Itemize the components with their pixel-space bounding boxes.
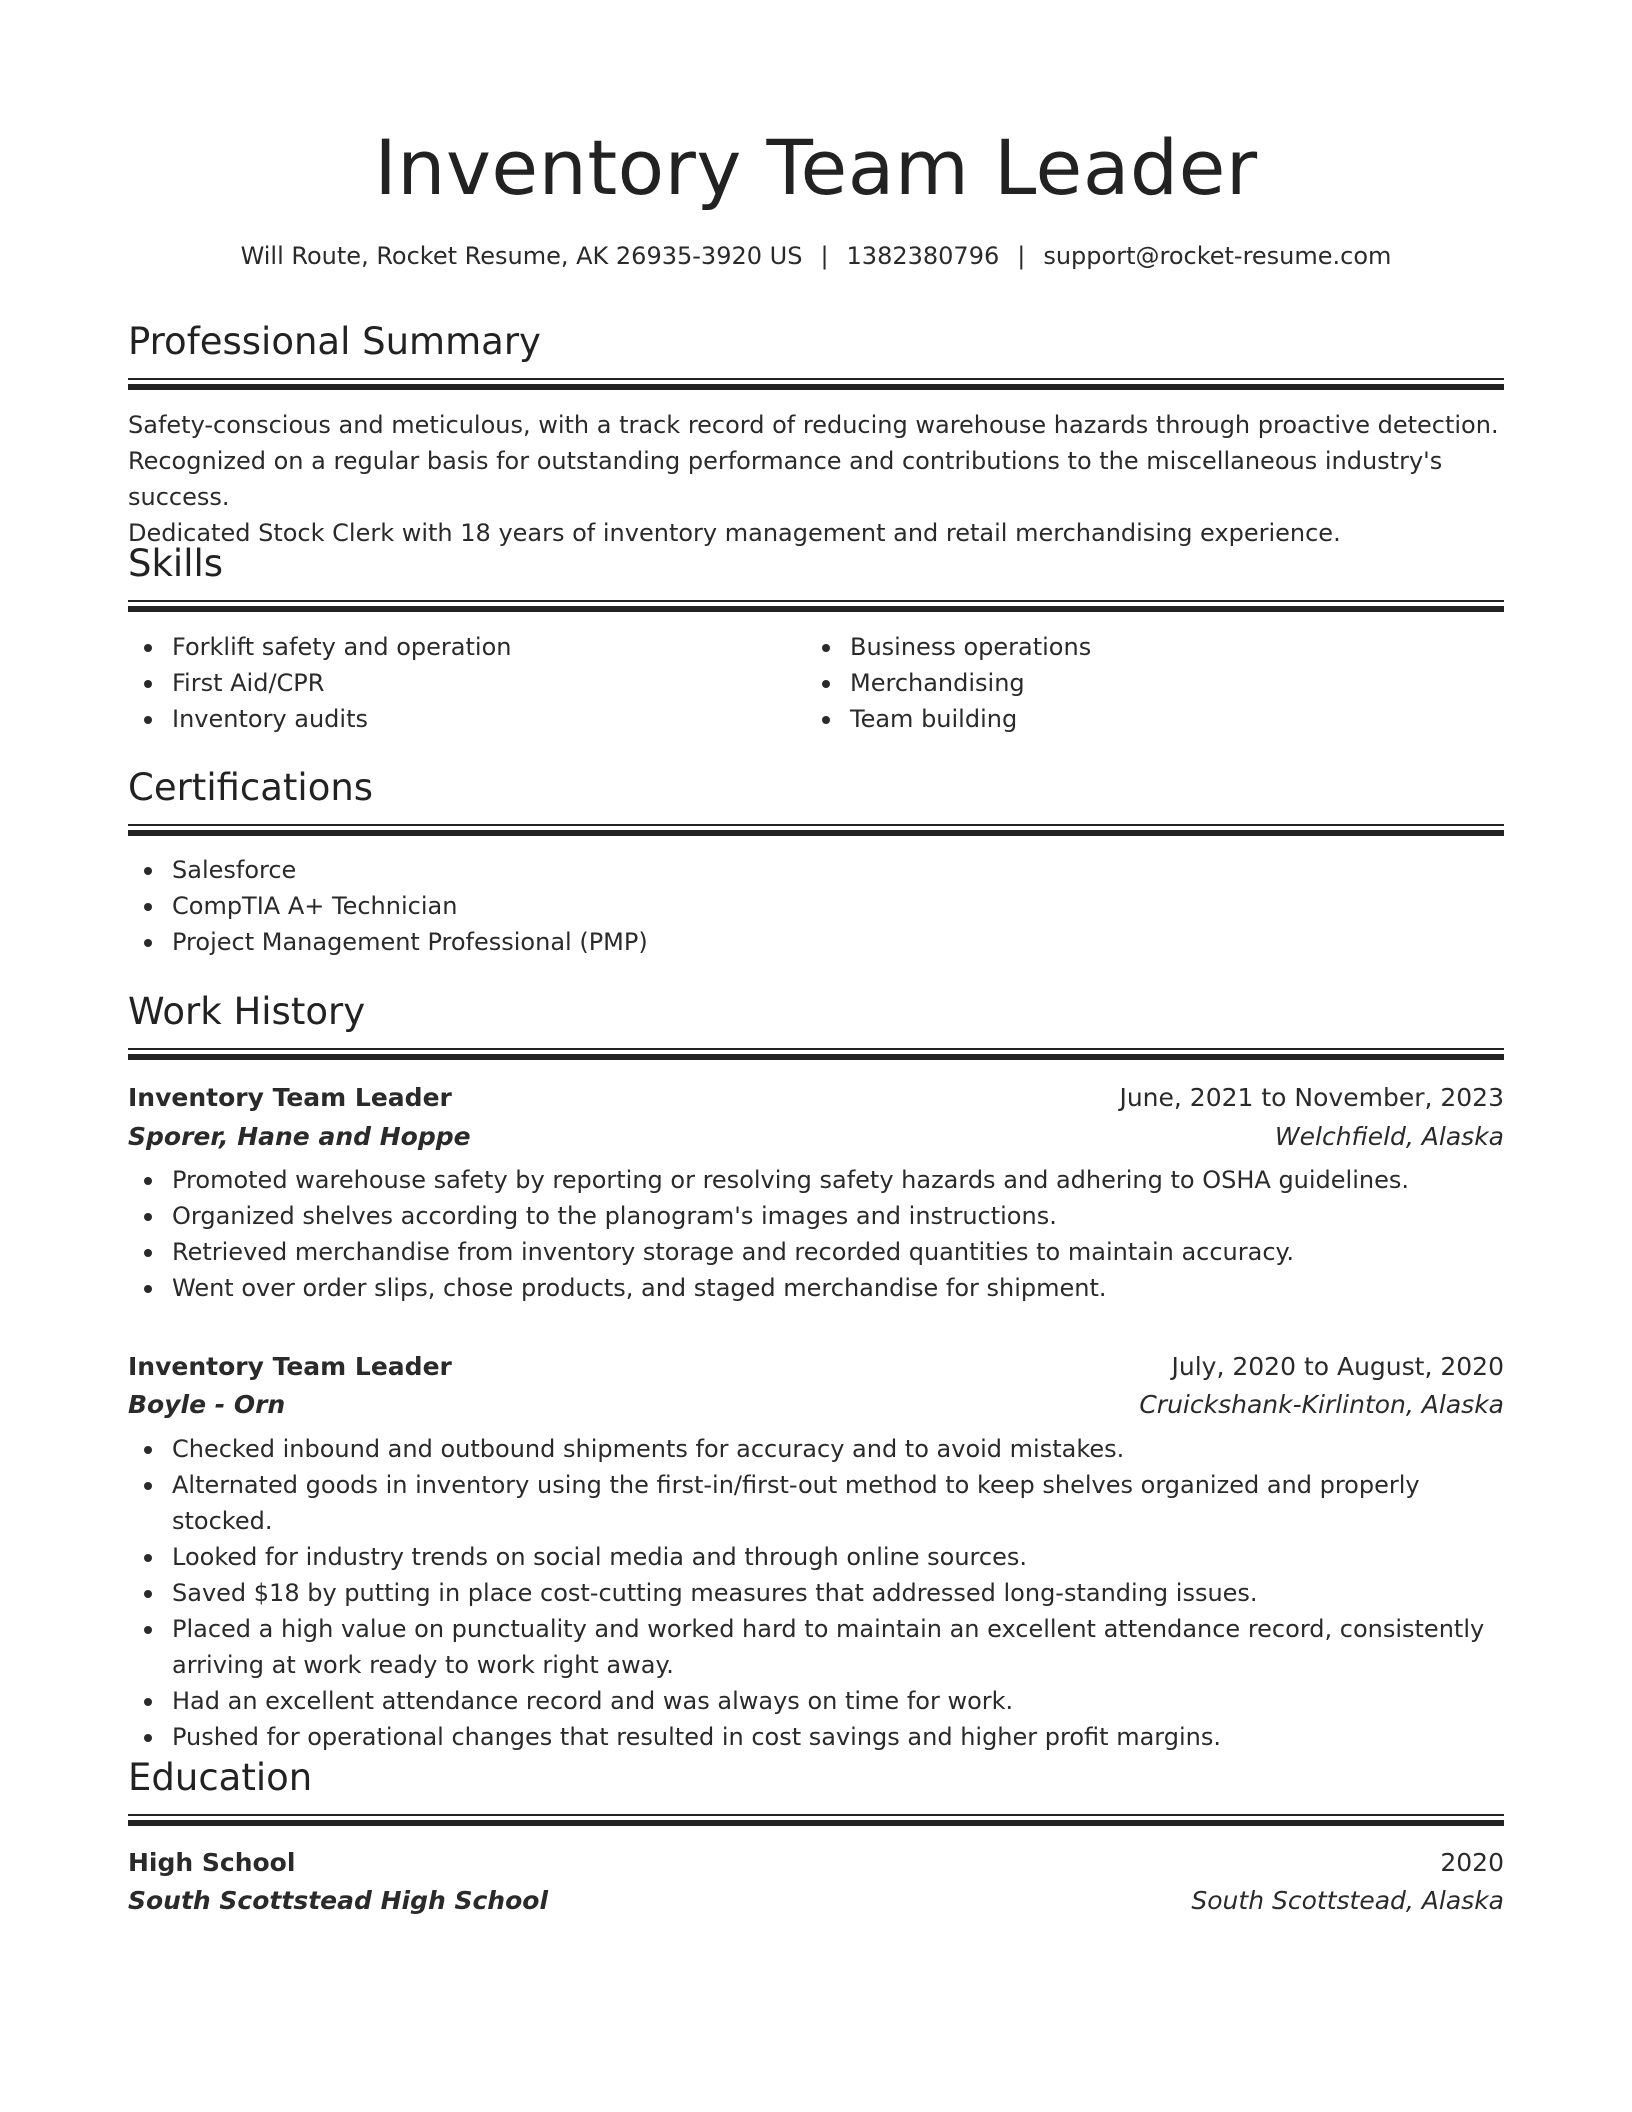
job-location: Cruickshank-Kirlinton, Alaska <box>1139 1389 1504 1419</box>
job-header <box>128 1347 1504 1385</box>
education-school-row <box>128 1881 1504 1919</box>
section-divider <box>128 824 1504 836</box>
list-item: Alternated goods in inventory using the first-in/first-out method to keep shelves organized and properly stocked. <box>128 1467 1504 1539</box>
list-item: Business operations <box>806 629 1504 665</box>
list-item: Promoted warehouse safety by reporting or resolving safety hazards and adhering to OSHA guidelines. <box>128 1162 1504 1198</box>
school-location: South Scottstead, Alaska <box>1191 1885 1504 1915</box>
job-duties <box>128 1162 1504 1306</box>
section-divider <box>128 1814 1504 1826</box>
skills-heading: Skills <box>128 542 224 585</box>
job-employer <box>128 1117 1504 1155</box>
education-year: 2020 <box>1440 1847 1504 1877</box>
job-dates: July, 2020 to August, 2020 <box>1171 1351 1504 1381</box>
list-item: Had an excellent attendance record and was always on time for work. <box>128 1683 1504 1719</box>
education-degree: High School <box>128 1847 296 1877</box>
list-item: Salesforce <box>128 852 1504 888</box>
certifications-heading: Certifications <box>128 766 374 809</box>
list-item: Inventory audits <box>128 701 798 737</box>
job-title: Inventory Team Leader <box>128 1351 452 1381</box>
contact-separator: | <box>820 242 829 270</box>
list-item: CompTIA A+ Technician <box>128 888 1504 924</box>
summary-line: Safety-conscious and meticulous, with a track record of reducing warehouse hazards through proactive detection. <box>128 411 1499 439</box>
skills-list-right <box>806 629 1504 737</box>
resume-title: Inventory Team Leader <box>374 123 1258 212</box>
job-dates: June, 2021 to November, 2023 <box>1119 1082 1504 1112</box>
summary-heading: Professional Summary <box>128 320 541 363</box>
summary-line: Recognized on a regular basis for outstanding performance and contributions to the miscellaneous industry's success. <box>128 447 1443 511</box>
contact-email[interactable]: support@rocket-resume.com <box>1043 242 1392 270</box>
list-item: Retrieved merchandise from inventory storage and recorded quantities to maintain accuracy. <box>128 1234 1504 1270</box>
section-divider <box>128 600 1504 612</box>
list-item: Placed a high value on punctuality and worked hard to maintain an excellent attendance record, consistently arriving at work ready to work right away. <box>128 1611 1504 1683</box>
company-name: Boyle - Orn <box>128 1389 286 1419</box>
summary-line: Dedicated Stock Clerk with 18 years of inventory management and retail merchandising experience. <box>128 519 1341 547</box>
list-item: Forklift safety and operation <box>128 629 798 665</box>
certifications-list <box>128 852 1504 960</box>
job-header <box>128 1078 1504 1116</box>
job-title: Inventory Team Leader <box>128 1082 452 1112</box>
list-item: Project Management Professional (PMP) <box>128 924 1504 960</box>
job-location: Welchfield, Alaska <box>1274 1121 1504 1151</box>
list-item: Saved $18 by putting in place cost-cutting measures that addressed long-standing issues. <box>128 1575 1504 1611</box>
skills-list-left <box>128 629 798 737</box>
list-item: Looked for industry trends on social media and through online sources. <box>128 1539 1504 1575</box>
list-item: First Aid/CPR <box>128 665 798 701</box>
school-name: South Scottstead High School <box>128 1885 549 1915</box>
list-item: Pushed for operational changes that resulted in cost savings and higher profit margins. <box>128 1719 1504 1755</box>
job-duties <box>128 1431 1504 1755</box>
contact-separator: | <box>1017 242 1026 270</box>
contact-line <box>128 238 1504 274</box>
list-item: Merchandising <box>806 665 1504 701</box>
list-item: Went over order slips, chose products, and staged merchandise for shipment. <box>128 1270 1504 1306</box>
list-item: Checked inbound and outbound shipments for accuracy and to avoid mistakes. <box>128 1431 1504 1467</box>
section-divider <box>128 378 1504 390</box>
contact-phone: 1382380796 <box>846 242 1000 270</box>
list-item: Team building <box>806 701 1504 737</box>
work-history-heading: Work History <box>128 990 366 1033</box>
job-employer <box>128 1385 1504 1423</box>
contact-address: Will Route, Rocket Resume, AK 26935-3920 US <box>240 242 803 270</box>
list-item: Organized shelves according to the planogram's images and instructions. <box>128 1198 1504 1234</box>
section-divider <box>128 1048 1504 1060</box>
education-heading: Education <box>128 1756 313 1799</box>
education-header <box>128 1843 1504 1881</box>
company-name: Sporer, Hane and Hoppe <box>128 1121 471 1151</box>
summary-text <box>128 407 1504 551</box>
